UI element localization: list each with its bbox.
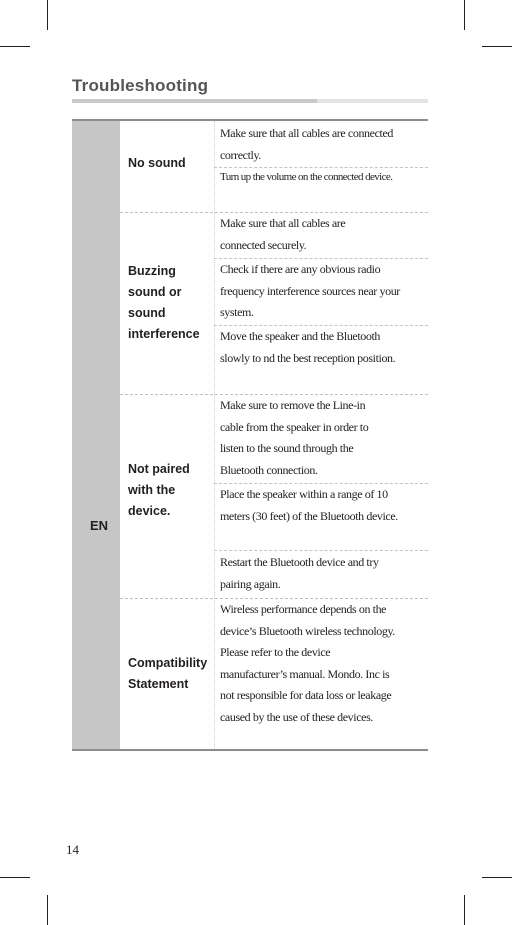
language-column (72, 121, 120, 749)
language-label: EN (90, 518, 109, 533)
crop-mark-top-right-vertical (464, 0, 465, 30)
crop-mark-bottom-left-vertical (47, 895, 48, 925)
tip-text: Make sure that all cables are connected securely. (220, 216, 346, 252)
page-number: 14 (66, 842, 79, 857)
crop-mark-bottom-right-vertical (464, 895, 465, 925)
tip-text: Make sure to remove the Line-in cable from the speaker in order to listen to the sound through the Bluetooth connection. (220, 398, 369, 477)
page-title: Troubleshooting (72, 76, 209, 95)
issue-label: Buzzing sound or sound interference (128, 264, 200, 341)
title-underline-light (317, 99, 428, 103)
crop-mark-top-left-vertical (47, 0, 48, 30)
title-underline (72, 99, 428, 103)
section-no-sound (120, 121, 428, 212)
issue-label: Compatibility Statement (128, 656, 208, 691)
issue-label: Not paired with the device. (128, 462, 190, 518)
tip-divider (214, 550, 428, 551)
crop-mark-bottom-left-horizontal (0, 877, 30, 878)
crop-mark-bottom-right-horizontal (482, 877, 512, 878)
tip-text: Check if there are any obvious radio frequency interference sources near your system. (220, 262, 400, 319)
issue-label: No sound (128, 156, 186, 170)
tip-text: Turn up the volume on the connected device. (220, 171, 393, 183)
tip-text: Restart the Bluetooth device and try pairing again. (220, 555, 379, 591)
tip-text: Place the speaker within a range of 10 meters (30 feet) of the Bluetooth device. (220, 487, 398, 523)
crop-mark-top-left-horizontal (0, 46, 30, 47)
tip-text: Move the speaker and the Bluetooth slowly to nd the best reception position. (220, 329, 396, 365)
title-underline-dark (72, 99, 317, 103)
troubleshooting-table (72, 119, 428, 751)
section-compatibility (120, 599, 428, 749)
tip-text: Make sure that all cables are connected correctly. (220, 126, 393, 162)
table-bottom-border (72, 749, 428, 751)
tip-text: Wireless performance depends on the device’s Bluetooth wireless technology. Please refer to the device manufacturer’s manual. Mondo. Inc is not responsible for data loss or leakage caused by the use of these devices. (220, 602, 395, 724)
section-not-paired (120, 395, 428, 598)
crop-mark-top-right-horizontal (482, 46, 512, 47)
section-buzzing (120, 213, 428, 394)
